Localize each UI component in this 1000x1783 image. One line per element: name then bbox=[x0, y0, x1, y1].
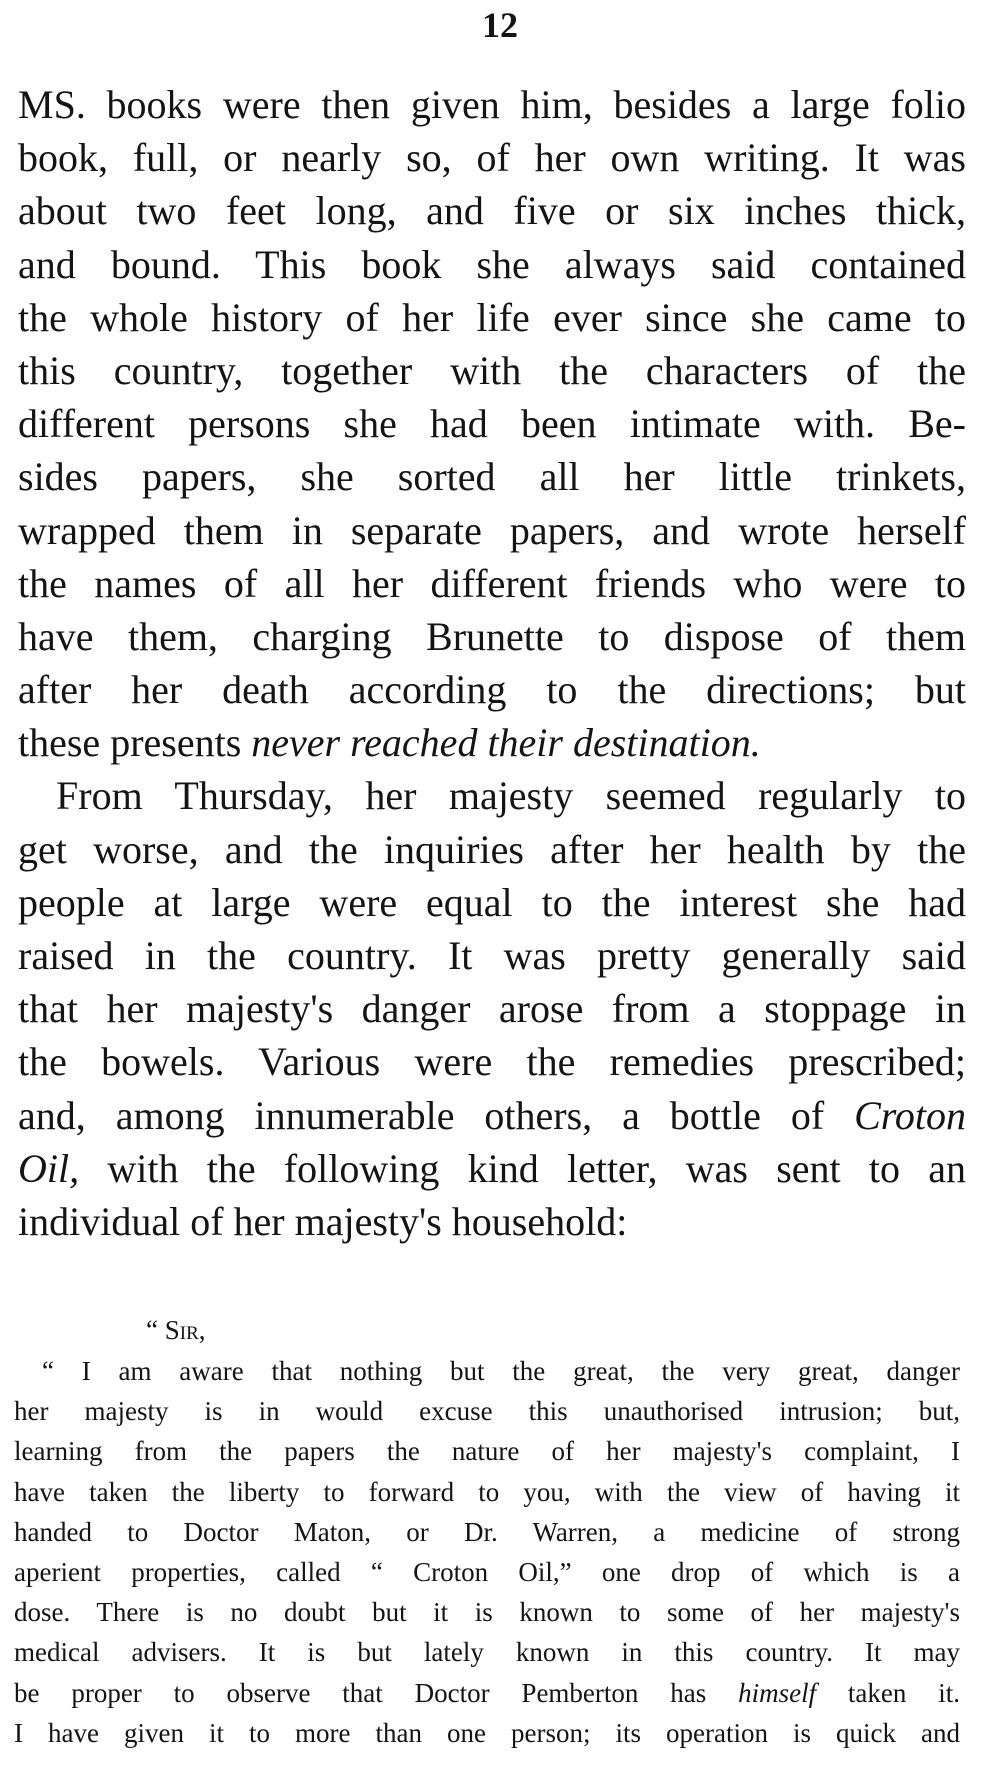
paragraph-2 bbox=[18, 769, 966, 1248]
text-line: that her majesty's danger arose from a stoppage in bbox=[18, 986, 966, 1032]
italic-text: himself bbox=[738, 1677, 817, 1708]
text-line: sides papers, she sorted all her little trinkets, bbox=[18, 454, 966, 500]
text-line: wrapped them in separate papers, and wrote herself bbox=[18, 507, 966, 553]
text-line: after her death according to the directions; but bbox=[18, 667, 966, 713]
text-line: and bound. This book she always said contained bbox=[18, 241, 966, 287]
text-span: these presents bbox=[18, 720, 252, 766]
page-number: 12 bbox=[482, 5, 518, 45]
text-line: people at large were equal to the interest she had bbox=[18, 879, 966, 925]
text-span: taken it. bbox=[816, 1677, 960, 1708]
text-line: this country, together with the characters of the bbox=[18, 347, 966, 393]
letter-line: aperient properties, called “ Croton Oil,” one drop of which is a bbox=[14, 1556, 960, 1587]
text-line: raised in the country. It was pretty generally said bbox=[18, 933, 966, 978]
main-text bbox=[18, 78, 966, 1248]
text-line: From Thursday, her majesty seemed regularly to bbox=[56, 773, 966, 819]
italic-text: never reached their destination. bbox=[251, 720, 761, 766]
text-span: be proper to observe that Doctor Pemberton has bbox=[14, 1677, 739, 1708]
letter-line: learning from the papers the nature of her majesty's complaint, I bbox=[14, 1436, 960, 1467]
text-line: different persons she had been intimate with. Be- bbox=[18, 401, 966, 447]
text-line: book, full, or nearly so, of her own writing. It was bbox=[18, 135, 966, 181]
letter-line bbox=[14, 1673, 960, 1713]
paragraph-1 bbox=[18, 78, 966, 769]
text-line bbox=[18, 716, 966, 769]
letter-line: medical advisers. It is but lately known in this country. It may bbox=[14, 1637, 960, 1668]
text-span: and, among innumerable others, a bottle of bbox=[18, 1092, 855, 1138]
text-line: have them, charging Brunette to dispose of them bbox=[18, 613, 966, 659]
text-line: about two feet long, and five or six inches thick, bbox=[18, 188, 966, 234]
text-line: the names of all her different friends who were to bbox=[18, 560, 966, 606]
text-line: the bowels. Various were the remedies prescribed; bbox=[18, 1039, 966, 1085]
letter-line: I have given it to more than one person; its operation is quick and bbox=[14, 1717, 960, 1748]
text-line: individual of her majesty's household: bbox=[18, 1198, 628, 1244]
letter-salutation: “ Sir, bbox=[146, 1315, 206, 1345]
letter-line: “ I am aware that nothing but the great, the very great, danger bbox=[42, 1356, 960, 1386]
quoted-letter bbox=[14, 1311, 960, 1753]
letter-line: dose. There is no doubt but it is known to some of her majesty's bbox=[14, 1597, 960, 1628]
text-line: MS. books were then given him, besides a large folio bbox=[18, 82, 966, 127]
italic-text: Croton bbox=[854, 1092, 966, 1138]
text-line bbox=[18, 1089, 966, 1142]
italic-text: Oil, bbox=[18, 1145, 80, 1191]
text-span: with the following kind letter, was sent to an bbox=[79, 1145, 966, 1191]
letter-line: her majesty is in would excuse this unauthorised intrusion; but, bbox=[14, 1396, 960, 1427]
letter-line: have taken the liberty to forward to you, with the view of having it bbox=[14, 1476, 960, 1507]
text-line: the whole history of her life ever since she came to bbox=[18, 294, 966, 340]
letter-line: handed to Doctor Maton, or Dr. Warren, a medicine of strong bbox=[14, 1516, 960, 1547]
text-line: get worse, and the inquiries after her health by the bbox=[18, 826, 966, 872]
text-line bbox=[18, 1142, 966, 1195]
